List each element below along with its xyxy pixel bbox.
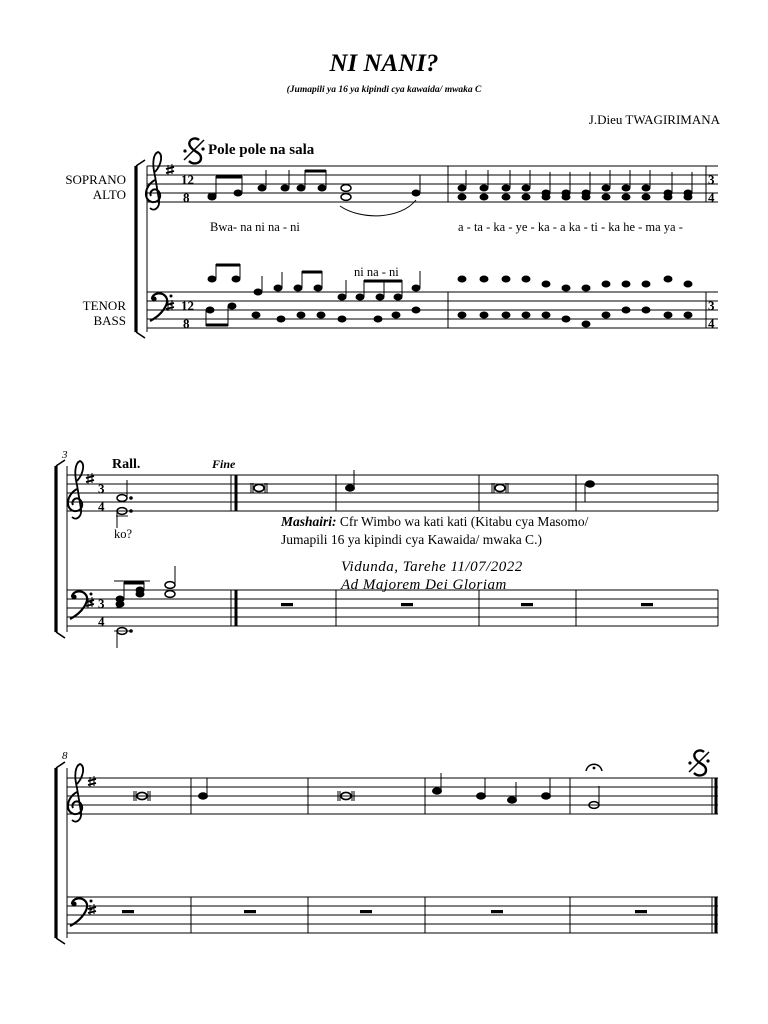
page-subtitle: (Jumapili ya 16 ya kipindi cya kawaida/ mwaka C <box>286 85 482 95</box>
time-sig-end-bottom: 4 <box>708 190 715 205</box>
whole-rest <box>521 603 533 606</box>
motto: Ad Majorem Dei Gloriam <box>341 577 507 593</box>
treble-clef-icon <box>68 764 83 822</box>
mashairi-label: Mashairi: <box>281 514 337 529</box>
time-sig-top: 12 <box>181 172 194 187</box>
place-date: Vidunda, Tarehe 11/07/2022 <box>341 559 523 575</box>
whole-rest <box>244 910 256 913</box>
staff-upper-2 <box>67 475 718 511</box>
lyrics-measure-2: a - ta - ka - ye - ka - a ka - ti - ka he - ma ya - <box>458 220 683 234</box>
whole-rest <box>641 603 653 606</box>
whole-rest <box>360 910 372 913</box>
bass-clef-icon <box>150 293 173 321</box>
measure-number-8: 8 <box>62 750 68 762</box>
time-sig-bottom: 4 <box>98 499 105 514</box>
notes-system-2 <box>114 480 175 648</box>
voice-label-bass: BASS <box>93 313 126 328</box>
staff-lower-1 <box>147 292 718 328</box>
segno-icon <box>183 138 204 163</box>
voice-label-alto: ALTO <box>92 187 126 202</box>
time-sig-bottom: 4 <box>98 614 105 629</box>
lyric-ko: ko? <box>114 527 133 541</box>
breve-note <box>251 483 267 493</box>
whole-rest <box>635 910 647 913</box>
time-sig-top: 3 <box>98 481 105 496</box>
time-sig-end-top: 3 <box>708 172 715 187</box>
note-a <box>346 470 355 491</box>
time-sig-bottom: 8 <box>183 190 190 205</box>
measure-number-3: 3 <box>62 449 68 461</box>
voice-label-soprano: SOPRANO <box>65 172 126 187</box>
lyrics-tenor: ni na - ni <box>354 265 399 279</box>
staff-lower-3 <box>67 897 718 933</box>
notes-system-1-lower <box>206 264 692 327</box>
lyrics-measure-1: Bwa- na ni na - ni <box>210 220 300 234</box>
time-sig-end-top: 3 <box>708 298 715 313</box>
fine-marking: Fine <box>212 457 236 471</box>
tempo-marking: Pole pole na sala <box>208 142 315 158</box>
notes-measure-2-upper <box>458 170 692 200</box>
breve-note <box>492 483 508 493</box>
page-title: NI NANI? <box>329 50 439 77</box>
note-b <box>585 481 595 502</box>
treble-clef-icon <box>146 152 161 210</box>
treble-clef-icon <box>68 461 83 519</box>
segno-icon <box>688 750 709 775</box>
rall-marking: Rall. <box>112 457 141 472</box>
whole-rest <box>401 603 413 606</box>
note-fsharp <box>199 778 208 799</box>
time-sig-end-bottom: 4 <box>708 316 715 331</box>
mashairi-line-2: Jumapili 16 ya kipindi cya Kawaida/ mwaka C.) <box>281 532 542 547</box>
fermata-icon <box>586 764 602 771</box>
whole-rest <box>122 910 134 913</box>
time-sig-bottom: 8 <box>183 316 190 331</box>
staff-upper-1 <box>147 166 718 202</box>
mashairi-text-1: Cfr Wimbo wa kati kati (Kitabu cya Masomo/ <box>339 514 589 529</box>
time-sig-top: 3 <box>98 596 105 611</box>
whole-rest <box>491 910 503 913</box>
composer-credit: J.Dieu TWAGIRIMANA <box>588 112 720 127</box>
voice-label-tenor: TENOR <box>82 298 126 313</box>
whole-rest <box>281 603 293 606</box>
staff-upper-3 <box>67 778 718 814</box>
time-sig-top: 12 <box>181 298 194 313</box>
